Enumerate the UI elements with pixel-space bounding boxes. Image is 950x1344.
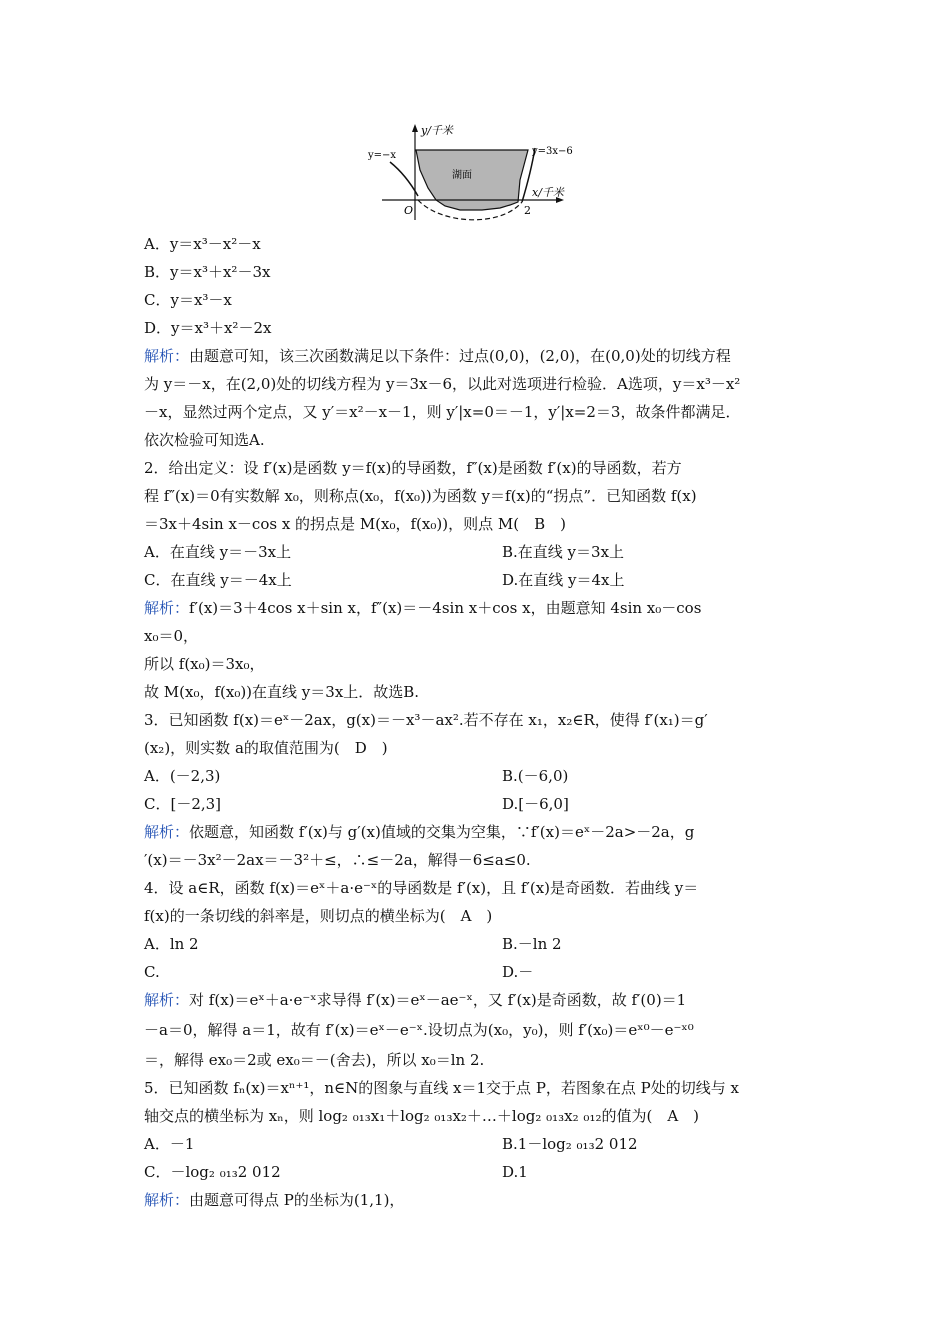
analysis-label: 解析：: [144, 599, 190, 617]
q1-analysis-line-1: 解析：由题意可知，该三次函数满足以下条件：过点(0,0)，(2,0)，在(0,0)处的切线方程: [144, 347, 731, 365]
y-axis-arrow: [412, 124, 418, 132]
q4-option-row-2: [144, 962, 820, 984]
lake-figure: [360, 120, 590, 230]
q2-analysis-line-1: 解析：f′(x)＝3＋4cos x＋sin x，f″(x)＝－4sin x＋cos x，由题意知 4sin x₀－cos: [144, 599, 702, 617]
q2-option-d: D.在直线 y＝4x上: [502, 571, 625, 589]
lake-region: [416, 150, 528, 210]
q4-stem-line-2: f(x)的一条切线的斜率是，则切点的横坐标为( A ): [144, 907, 493, 925]
q2-option-b: B.在直线 y＝3x上: [502, 543, 625, 561]
q4-option-a: A．ln 2: [144, 935, 199, 953]
q4-stem-line-1: 4．设 a∈R，函数 f(x)＝eˣ＋a·e⁻ˣ的导函数是 f′(x)，且 f′(x)是奇函数．若曲线 y＝: [144, 879, 699, 897]
q4-analysis-line-3: ＝，解得 ex₀＝2或 ex₀＝－(舍去)，所以 x₀＝ln 2.: [144, 1051, 485, 1069]
q5-analysis-line-1: 解析：由题意可得点 P的坐标为(1,1)，: [144, 1191, 405, 1209]
analysis-label: 解析：: [144, 823, 190, 841]
q1-analysis-line-2: 为 y＝－x，在(2,0)处的切线方程为 y＝3x－6，以此对选项进行检验．A选项，y＝x³－x²: [144, 375, 741, 393]
left-line-label: y=−x: [368, 150, 397, 161]
q2-analysis-line-4: 故 M(x₀，f(x₀))在直线 y＝3x上．故选B.: [144, 683, 420, 701]
q4-analysis-line-1: 解析：对 f(x)＝eˣ＋a·e⁻ˣ求导得 f′(x)＝eˣ－ae⁻ˣ，又 f′(x)是奇函数，故 f′(0)＝1: [144, 991, 687, 1009]
q1-analysis-line-4: 依次检验可知选A.: [144, 431, 265, 449]
two-label: 2: [524, 204, 531, 217]
q3-option-c: C．[－2,3]: [144, 795, 222, 813]
q3-option-row-1: [144, 766, 820, 788]
lake-label: 湖面: [452, 170, 472, 181]
q3-analysis-line-2: ′(x)＝－3x²－2ax＝－3²＋≤，∴≤－2a，解得－6≤a≤0.: [144, 851, 531, 869]
q2-analysis-line-2: x₀＝0，: [144, 627, 199, 645]
analysis-label: 解析：: [144, 1191, 190, 1209]
q1-analysis-line-3: －x，显然过两个定点，又 y′＝x²－x－1，则 y′|x=0＝－1，y′|x=2＝3，故条件都满足．: [144, 403, 741, 421]
q5-option-c: C．－log₂ ₀₁₃2 012: [144, 1163, 281, 1181]
q4-option-d: D.－: [502, 963, 534, 981]
q1-option-c: C．y＝x³－x: [144, 291, 232, 309]
q4-option-row-1: [144, 934, 820, 956]
q1-option-d: D．y＝x³＋x²－2x: [144, 319, 272, 337]
q1-option-a: A．y＝x³－x²－x: [144, 235, 261, 253]
q2-option-c: C．在直线 y＝－4x上: [144, 571, 292, 589]
q5-option-b: B.1－log₂ ₀₁₃2 012: [502, 1135, 638, 1153]
q2-option-row-2: [144, 570, 820, 592]
q5-stem-line-2: 轴交点的横坐标为 xₙ，则 log₂ ₀₁₃x₁＋log₂ ₀₁₃x₂＋…＋log₂ ₀₁₃x₂ ₀₁₂的值为( A ): [144, 1107, 700, 1125]
q3-stem-line-2: (x₂)，则实数 a的取值范围为( D ): [144, 739, 388, 757]
q5-option-row-1: [144, 1134, 820, 1156]
analysis-label: 解析：: [144, 347, 190, 365]
q2-option-row-1: [144, 542, 820, 564]
line-y-neg-x: [390, 162, 418, 196]
q1-option-b: B．y＝x³＋x²－3x: [144, 263, 271, 281]
q4-option-c: C.: [144, 963, 160, 981]
analysis-label: 解析：: [144, 991, 190, 1009]
x-axis-label: x/千米: [532, 186, 564, 199]
q5-option-a: A．－1: [144, 1135, 195, 1153]
q5-stem-line-1: 5．已知函数 fₙ(x)＝xⁿ⁺¹，n∈N的图象与直线 x＝1交于点 P，若图象在点 P处的切线与 x: [144, 1079, 740, 1097]
y-axis-label: y/千米: [421, 124, 453, 137]
q5-option-d: D.1: [502, 1163, 528, 1181]
origin-label: O: [404, 204, 414, 217]
q4-analysis-line-2: －a＝0，解得 a＝1，故有 f′(x)＝eˣ－e⁻ˣ.设切点为(x₀，y₀)，则 f′(x₀)＝eˣ⁰－e⁻ˣ⁰: [144, 1021, 694, 1039]
q2-analysis-line-3: 所以 f(x₀)＝3x₀，: [144, 655, 265, 673]
q3-option-b: B.(－6,0): [502, 767, 569, 785]
q3-analysis-line-1: 解析：依题意，知函数 f′(x)与 g′(x)值域的交集为空集，∵f′(x)＝eˣ－2a>－2a，g: [144, 823, 695, 841]
q3-option-d: D.[－6,0]: [502, 795, 569, 813]
q2-stem-line-2: 程 f″(x)＝0有实数解 x₀，则称点(x₀，f(x₀))为函数 y＝f(x)的“拐点”．已知函数 f(x): [144, 487, 697, 505]
q4-option-b: B.－ln 2: [502, 935, 562, 953]
q2-stem-line-1: 2．给出定义：设 f′(x)是函数 y＝f(x)的导函数，f″(x)是函数 f′(x)的导函数，若方: [144, 459, 682, 477]
q3-option-a: A．(－2,3): [144, 767, 221, 785]
lake-diagram: [360, 120, 590, 230]
q3-stem-line-1: 3．已知函数 f(x)＝eˣ－2ax，g(x)＝－x³－ax².若不存在 x₁，x₂∈R，使得 f′(x₁)＝g′: [144, 711, 708, 729]
q2-stem-line-3: ＝3x＋4sin x－cos x 的拐点是 M(x₀，f(x₀))，则点 M( B ): [144, 515, 566, 533]
q3-option-row-2: [144, 794, 820, 816]
q5-option-row-2: [144, 1162, 820, 1184]
q2-option-a: A．在直线 y＝－3x上: [144, 543, 292, 561]
right-line-label: y=3x−6: [532, 146, 573, 157]
